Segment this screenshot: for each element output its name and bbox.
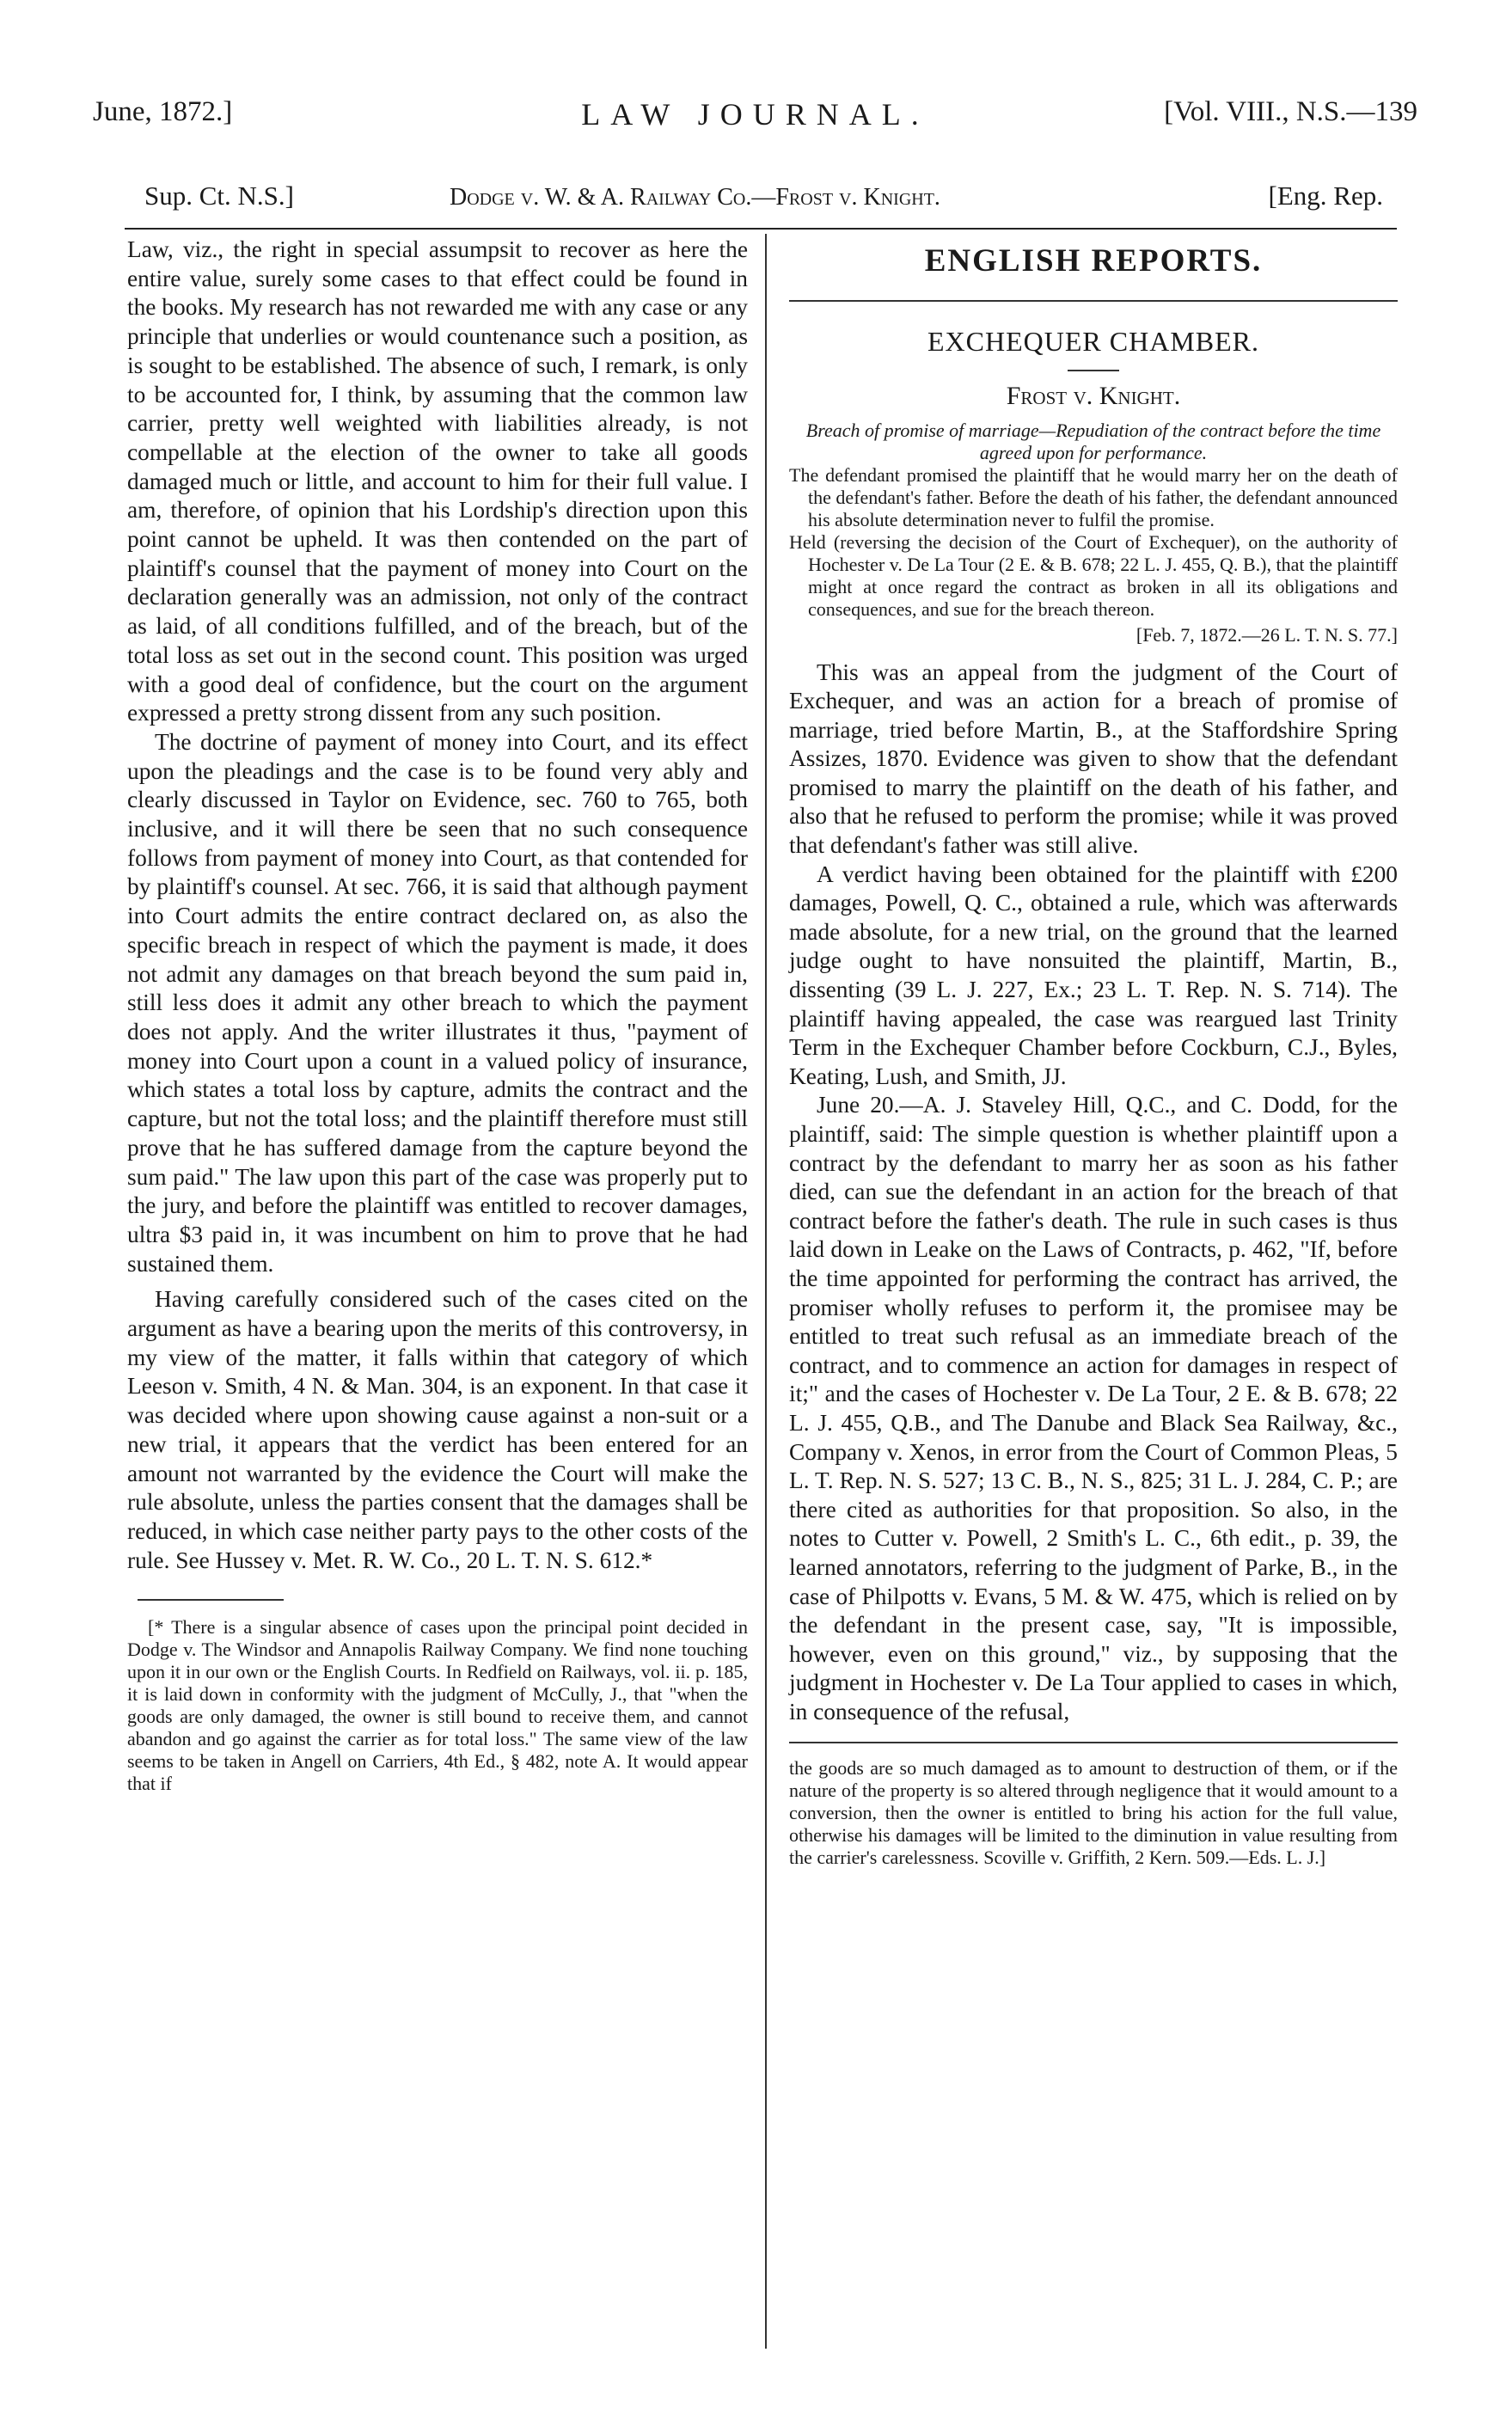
left-paragraph-1: Law, viz., the right in special assumpsit to recover as here the entire value, surely some cases to that effect could be found in the books. My research has not rewarded me with any case or any principle that underlies or would countenance such a position, as is sought to be established. The absence of such, I remark, is only to be accounted for, I think, by assuming that the common law carrier, pretty well weighted with liabilities already, is not compellable at the election of the owner to take all goods damaged much or little, and account to him for their full value. I am, therefore, of opinion that his Lordship's direction upon this point cannot be upheld. It was then contended on the part of plaintiff's counsel that the payment of money into Court on the declaration generally was an admission, not only of the contract as laid, of all conditions fulfilled, and of the breach, but of the total loss as set out in the second count. This position was urged with a good deal of confidence, but the court on the argument expressed a pretty strong dissent from any such position. [127,236,748,726]
section-rule [789,300,1398,302]
left-paragraph-2: The doctrine of payment of money into Court, and its effect upon the pleadings and the case is to be found very ably and clearly discussed in Taylor on Evidence, sec. 760 to 765, both inclusive, and it will there be seen that no such consequence follows from payment of money into Court, as that contended for by plaintiff's counsel. At sec. 766, it is said that although payment into Court admits the entire contract declared on, as also the specific breach in respect of which the payment is made, it does not admit any damages on that breach beyond the sum paid in, still less does it admit any other breach to which the payment does not apply. And the writer illustrates it thus, "payment of money into Court upon a count in a valued policy of insurance, which states a total loss by capture, admits the contract and the capture, but not the total loss; and the plaintiff therefore must still prove that he has suffered damage from the capture beyond the sum paid." The law upon this part of the case was properly put to the jury, and before the plaintiff was entitled to recover damages, ultra $3 paid in, it was incumbent on him to prove that he had sustained them. [127,728,748,1277]
subheader-cases: Dodge v. W. & A. Railway Co.—Frost v. Knight. [450,184,940,211]
footnote-rule [138,1599,284,1601]
headnote-title: Breach of promise of marriage—Repudiation of the contract before the time agreed upon for performance. [805,419,1381,463]
section-title: ENGLISH REPORTS. [924,243,1263,279]
left-paragraph-3: Having carefully considered such of the cases cited on the argument as have a bearing upon the merits of this controversy, in my view of the matter, it falls within that category of which Leeson v. Smith, 4 N. & Man. 304, is an exponent. In that case it was decided where upon showing cause against a non-suit or a new trial, it appears that the verdict has been entered for an amount not warranted by the evidence the Court will make the rule absolute, unless the parties consent that the damages shall be reduced, in which case neither party pays to the other costs of the rule. See Hussey v. Met. R. W. Co., 20 L. T. N. S. 612.* [127,1286,748,1573]
right-paragraph-1: This was an appeal from the judgment of the Court of Exchequer, and was an action for a breach of promise of marriage, tried before Martin, B., at the Staffordshire Spring Assizes, 1870. Evidence was given to show that the defendant promised to marry the plaintiff on the death of his father, and also that he refused to perform the promise; while it was proved that defendant's father was still alive. [789,659,1398,859]
case-citation: [Feb. 7, 1872.—26 L. T. N. S. 77.] [1136,623,1398,646]
left-column [127,236,748,1795]
running-header [93,96,1417,143]
right-column [789,236,1398,1869]
subheader-section: [Eng. Rep. [1268,181,1383,211]
header-rule [125,228,1397,230]
footnote-rule-right [789,1742,1398,1743]
right-paragraph-2: A verdict having been obtained for the plaintiff with £200 damages, Powell, Q. C., obtained a rule, which was afterwards made absolute, for a new trial, on the ground that the learned judge ought to have nonsuited the plaintiff, Martin, B., dissenting (39 L. J. 227, Ex.; 23 L. T. Rep. N. S. 714). The plaintiff having appealed, the case was reargued last Trinity Term in the Exchequer Chamber before Cockburn, C.J., Byles, Keating, Lush, and Smith, JJ. [789,861,1398,1089]
headnote-facts: The defendant promised the plaintiff that he would marry her on the death of the defendant's father. Before the death of his father, the defendant announced his absolute determination never to fulfil the promise. [789,463,1398,530]
header-date: June, 1872.] [93,96,233,127]
court-name: EXCHEQUER CHAMBER. [927,326,1259,357]
left-footnote: [* There is a singular absence of cases upon the principal point decided in Dodge v. The Windsor and Annapolis Railway Company. We find none touching upon it in our own or the English Courts. In Redfield on Railways, vol. ii. p. 185, it is laid down in conformity with the judgment of McCully, J., that "when the goods are only damaged, the owner is still bound to receive them, and cannot abandon and go against the carrier as for total loss." The same view of the law seems to be taken in Angell on Carriers, 4th Ed., § 482, note A. It would appear that if [127,1615,748,1794]
volume-page: [Vol. VIII., N.S.—139 [1164,96,1417,127]
column-divider [765,234,767,2349]
case-subheader [144,181,1383,224]
right-footnote-continuation: the goods are so much damaged as to amount to destruction of them, or if the nature of the property is so altered through negligence that it would amount to a conversion, then the owner is entitled to bring his action for the full value, otherwise his damages will be limited to the diminution in value resulting from the carrier's carelessness. Scoville v. Griffith, 2 Kern. 509.—Eds. L. J.] [789,1756,1398,1868]
case-name: Frost v. Knight. [1006,381,1181,410]
subheader-court: Sup. Ct. N.S.] [144,181,294,211]
court-rule [1068,370,1119,371]
headnote-held: Held (reversing the decision of the Court of Exchequer), on the authority of Hochester v. De La Tour (2 E. & B. 678; 22 L. J. 455, Q. B.), that the plaintiff might at once regard the contract as broken in all its obligations and consequences, and sue for the breach thereon. [789,530,1398,620]
journal-title: LAW JOURNAL. [581,97,929,132]
right-paragraph-3: June 20.—A. J. Staveley Hill, Q.C., and C. Dodd, for the plaintiff, said: The simple question is whether plaintiff upon a contract by the defendant to marry her as soon as his father died, can sue the defendant in an action for the breach of that contract before the father's death. The rule in such cases is thus laid down in Leake on the Laws of Contracts, p. 462, "If, before the time appointed for performing the contract has arrived, the promiser wholly refuses to perform it, the promisee may be entitled to treat such refusal as an immediate breach of the contract, and to commence an action for damages in respect of it;" and the cases of Hochester v. De La Tour, 2 E. & B. 678; 22 L. J. 455, Q.B., and The Danube and Black Sea Railway, &c., Company v. Xenos, in error from the Court of Common Pleas, 5 L. T. Rep. N. S. 527; 13 C. B., N. S., 825; 31 L. J. 284, C. P.; are there cited as authorities for that proposition. So also, in the notes to Cutter v. Powell, 2 Smith's L. C., 6th edit., p. 39, the learned annotators, referring to the judgment of Parke, B., in the case of Philpotts v. Evans, 5 M. & W. 475, which is relied on by the defendant in the present case, say, "It is impossible, however, even on this ground," viz., by supposing that the judgment in Hochester v. De La Tour applied to cases in which, in consequence of the refusal, [789,1092,1398,1725]
